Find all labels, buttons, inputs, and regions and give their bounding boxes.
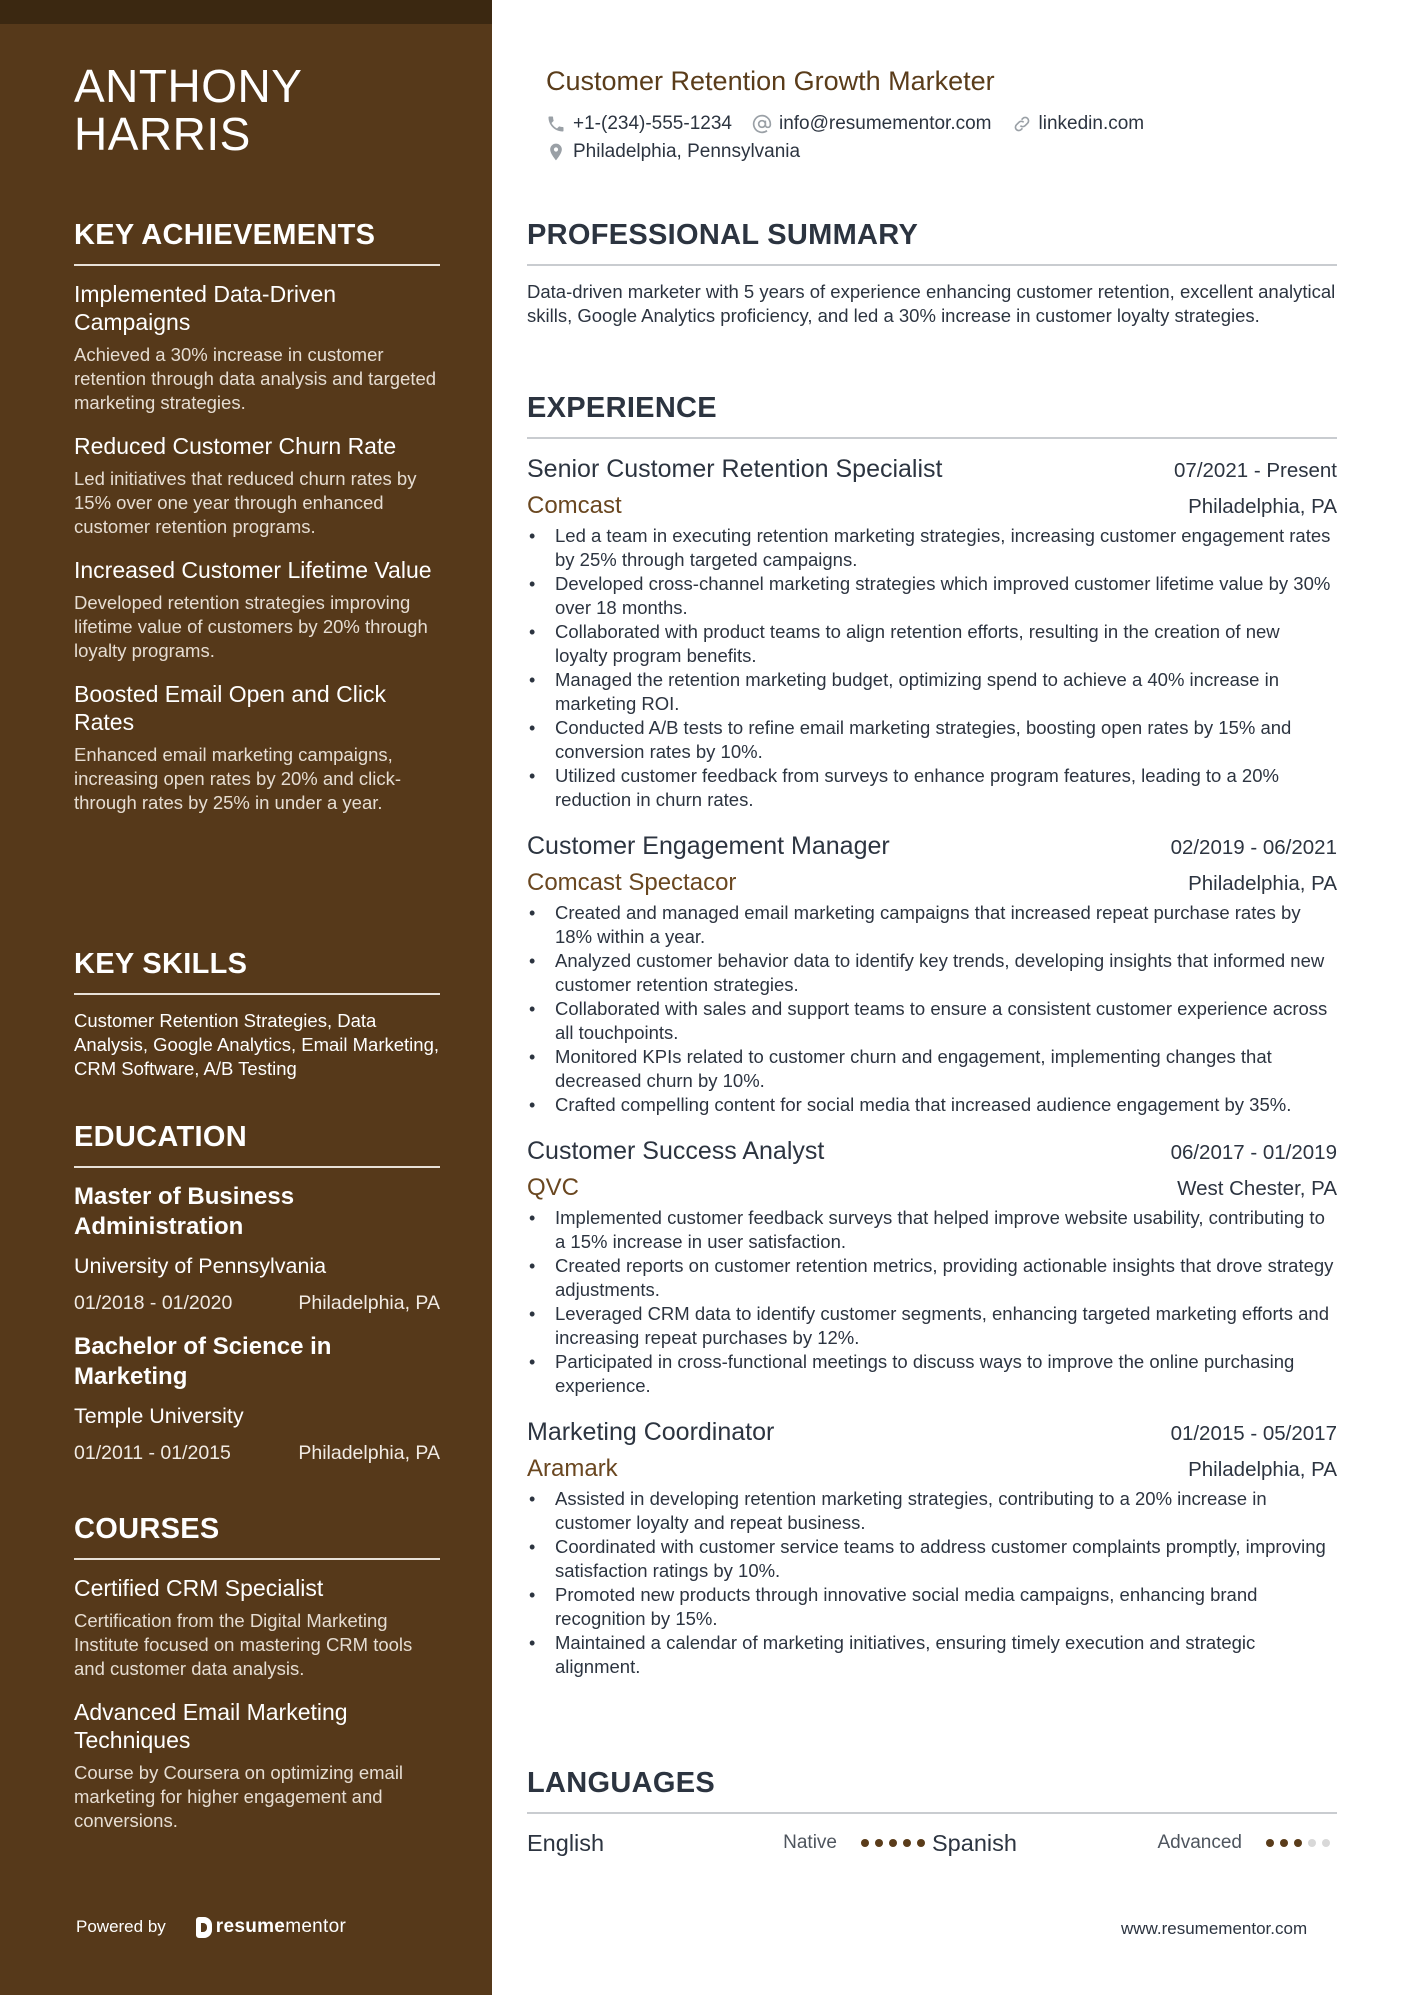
language-rating [861, 1839, 931, 1847]
bullet-item: • Developed cross-channel marketing strategies which improved customer lifetime value by 30% over 18 months. [527, 572, 1337, 620]
languages-heading: LANGUAGES [527, 1766, 1337, 1814]
bullet-item: • Analyzed customer behavior data to identify key trends, developing insights that informed new customer retention strategies. [527, 949, 1337, 997]
job-entry [527, 1135, 1337, 1398]
achievement-desc: Developed retention strategies improving lifetime value of customers by 20% through loyalty programs. [74, 592, 428, 661]
job-company: Comcast [527, 492, 622, 519]
job-dates: 02/2019 - 06/2021 [1170, 836, 1337, 859]
job-bullets [527, 1487, 1337, 1679]
languages-row [527, 1828, 1337, 1858]
education-meta [74, 1440, 440, 1466]
courses-section [74, 1512, 440, 1850]
job-bullets [527, 1206, 1337, 1398]
job-location: Philadelphia, PA [1188, 872, 1337, 895]
achievement-title: Reduced Customer Churn Rate [74, 433, 397, 459]
bullet-item: • Led a team in executing retention marketing strategies, increasing customer engagement rates by 25% through targeted campaigns. [527, 524, 1337, 572]
bullet-item: • Leveraged CRM data to identify customer segments, enhancing targeted marketing efforts and increasing repeat purchases by 12%. [527, 1302, 1337, 1350]
job-dates: 07/2021 - Present [1174, 459, 1337, 482]
bullet-item: • Managed the retention marketing budget, optimizing spend to achieve a 40% increase in marketing ROI. [527, 668, 1337, 716]
name-last: HARRIS [74, 108, 251, 160]
powered-by-label: Powered by [76, 1917, 166, 1936]
linkedin-text: linkedin.com [1038, 113, 1145, 134]
achievement-desc: Achieved a 30% increase in customer retention through data analysis and targeted marketing strategies. [74, 344, 437, 413]
contact-email[interactable] [752, 113, 992, 135]
contact-phone[interactable] [546, 113, 732, 135]
education-heading: EDUCATION [74, 1120, 440, 1168]
experience-section [527, 391, 1337, 1697]
contact-row-2 [546, 141, 820, 163]
course-item [74, 1574, 440, 1681]
rating-dot-filled [917, 1839, 925, 1847]
footer-url[interactable]: www.resumementor.com [1121, 1919, 1308, 1938]
job-position: Customer Engagement Manager [527, 832, 890, 860]
bullet-item: • Conducted A/B tests to refine email marketing strategies, boosting open rates by 15% and conversion rates by 10%. [527, 716, 1337, 764]
summary-heading: PROFESSIONAL SUMMARY [527, 218, 1337, 266]
experience-heading: EXPERIENCE [527, 391, 1337, 439]
language-name: Spanish [932, 1830, 1017, 1856]
job-dates: 01/2015 - 05/2017 [1170, 1422, 1337, 1445]
phone-icon [546, 114, 566, 134]
achievement-title: Increased Customer Lifetime Value [74, 557, 432, 583]
bullet-item: • Utilized customer feedback from surveys to enhance program features, leading to a 20% reduction in churn rates. [527, 764, 1337, 812]
course-desc: Certification from the Digital Marketing Institute focused on mastering CRM tools and customer data analysis. [74, 1610, 413, 1679]
bullet-item: • Implemented customer feedback surveys that helped improve website usability, contributing to a 15% increase in user satisfaction. [527, 1206, 1337, 1254]
job-location: West Chester, PA [1177, 1177, 1337, 1200]
rating-dot-filled [1280, 1839, 1288, 1847]
achievement-item [74, 432, 440, 539]
brand-logo[interactable] [196, 1916, 346, 1938]
contact-linkedin[interactable] [1012, 113, 1145, 135]
education-degree: Master of Business Administration [74, 1183, 295, 1240]
rating-dot-empty [1308, 1839, 1316, 1847]
languages-section [527, 1766, 1337, 1858]
language-name: English [527, 1830, 605, 1856]
language-level: Advanced [1157, 1832, 1242, 1853]
education-dates: 01/2018 - 01/2020 [74, 1292, 233, 1314]
bullet-item: • Coordinated with customer service teams to address customer complaints promptly, improving satisfaction ratings by 10%. [527, 1535, 1337, 1583]
courses-heading: COURSES [74, 1512, 440, 1560]
candidate-name [74, 62, 454, 158]
achievement-title: Implemented Data-Driven Campaigns [74, 281, 337, 335]
bullet-item: • Participated in cross-functional meetings to discuss ways to improve the online purchasing experience. [527, 1350, 1337, 1398]
location-text: Philadelphia, Pennsylvania [573, 141, 801, 162]
education-meta [74, 1290, 440, 1316]
skills-heading: KEY SKILLS [74, 947, 440, 995]
skills-text: Customer Retention Strategies, Data Analysis, Google Analytics, Email Marketing, CRM Software, A/B Testing [74, 1010, 440, 1079]
bullet-item: • Crafted compelling content for social media that increased audience engagement by 35%. [527, 1093, 1337, 1117]
link-icon [1012, 114, 1032, 134]
education-item [74, 1332, 440, 1466]
achievement-desc: Enhanced email marketing campaigns, increasing open rates by 20% and click-through rates by 25% in under a year. [74, 744, 402, 813]
job-position: Senior Customer Retention Specialist [527, 455, 943, 483]
achievement-desc: Led initiatives that reduced churn rates by 15% over one year through enhanced customer retention programs. [74, 468, 417, 537]
education-section [74, 1120, 440, 1482]
job-bullets [527, 901, 1337, 1117]
language-level: Native [783, 1832, 837, 1853]
language-item [932, 1828, 1337, 1858]
rating-dot-empty [1322, 1839, 1330, 1847]
job-company: QVC [527, 1174, 580, 1201]
bullet-item: • Collaborated with product teams to align retention efforts, resulting in the creation of new loyalty program benefits. [527, 620, 1337, 668]
job-entry [527, 1416, 1337, 1679]
rating-dot-filled [875, 1839, 883, 1847]
language-item [527, 1828, 932, 1858]
rating-dot-filled [1294, 1839, 1302, 1847]
rating-dot-filled [903, 1839, 911, 1847]
achievement-item [74, 280, 440, 415]
job-bullets [527, 524, 1337, 812]
sidebar-top-bar [0, 0, 492, 24]
achievements-heading: KEY ACHIEVEMENTS [74, 218, 440, 266]
job-location: Philadelphia, PA [1188, 495, 1337, 518]
bullet-item: • Promoted new products through innovative social media campaigns, enhancing brand recognition by 15%. [527, 1583, 1337, 1631]
language-rating [1266, 1839, 1336, 1847]
education-location: Philadelphia, PA [298, 1292, 440, 1314]
education-dates: 01/2011 - 01/2015 [74, 1442, 231, 1464]
location-pin-icon [546, 142, 566, 162]
rating-dot-filled [1266, 1839, 1274, 1847]
summary-section [527, 218, 1337, 328]
education-location: Philadelphia, PA [298, 1442, 440, 1464]
bullet-item: • Created and managed email marketing campaigns that increased repeat purchase rates by 18% within a year. [527, 901, 1337, 949]
job-title: Customer Retention Growth Marketer [546, 66, 995, 96]
job-company: Aramark [527, 1455, 618, 1482]
course-title: Certified CRM Specialist [74, 1575, 324, 1601]
bullet-item: • Monitored KPIs related to customer churn and engagement, implementing changes that decreased churn by 10%. [527, 1045, 1337, 1093]
at-icon [752, 114, 772, 134]
job-company: Comcast Spectacor [527, 869, 737, 896]
course-item [74, 1698, 440, 1833]
brand-mark-icon [196, 1917, 212, 1938]
job-location: Philadelphia, PA [1188, 1458, 1337, 1481]
job-position: Customer Success Analyst [527, 1137, 825, 1165]
contact-location [546, 141, 800, 163]
bullet-item: • Maintained a calendar of marketing initiatives, ensuring timely execution and strategic alignment. [527, 1631, 1337, 1679]
bullet-item: • Assisted in developing retention marketing strategies, contributing to a 20% increase in customer loyalty and repeat business. [527, 1487, 1337, 1535]
achievement-item [74, 680, 440, 815]
job-position: Marketing Coordinator [527, 1418, 775, 1446]
education-item [74, 1182, 440, 1316]
brand-bold: resume [215, 1916, 286, 1937]
phone-text: +1-(234)-555-1234 [573, 113, 732, 134]
name-first: ANTHONY [74, 60, 303, 112]
course-title: Advanced Email Marketing Techniques [74, 1699, 348, 1753]
job-entry [527, 830, 1337, 1117]
achievement-item [74, 556, 440, 663]
bullet-item: • Collaborated with sales and support teams to ensure a consistent customer experience across all touchpoints. [527, 997, 1337, 1045]
rating-dot-filled [889, 1839, 897, 1847]
education-degree: Bachelor of Science in Marketing [74, 1333, 332, 1390]
email-text: info@resumementor.com [778, 113, 992, 134]
job-entry [527, 453, 1337, 812]
education-school: Temple University [74, 1404, 244, 1428]
summary-text: Data-driven marketer with 5 years of experience enhancing customer retention, excellent analytical skills, Google Analytics proficiency, and led a 30% increase in customer loyalty strategies. [527, 281, 1336, 326]
bullet-item: • Created reports on customer retention metrics, providing actionable insights that drove strategy adjustments. [527, 1254, 1337, 1302]
skills-section [74, 947, 440, 1081]
achievement-title: Boosted Email Open and Click Rates [74, 681, 386, 735]
powered-by [76, 1916, 346, 1938]
education-school: University of Pennsylvania [74, 1254, 327, 1278]
course-desc: Course by Coursera on optimizing email marketing for higher engagement and conversions. [74, 1762, 404, 1831]
contact-row [546, 113, 1164, 135]
job-dates: 06/2017 - 01/2019 [1170, 1141, 1337, 1164]
achievements-section [74, 218, 440, 832]
rating-dot-filled [861, 1839, 869, 1847]
brand-rest: mentor [285, 1916, 347, 1937]
sidebar [0, 0, 492, 1995]
